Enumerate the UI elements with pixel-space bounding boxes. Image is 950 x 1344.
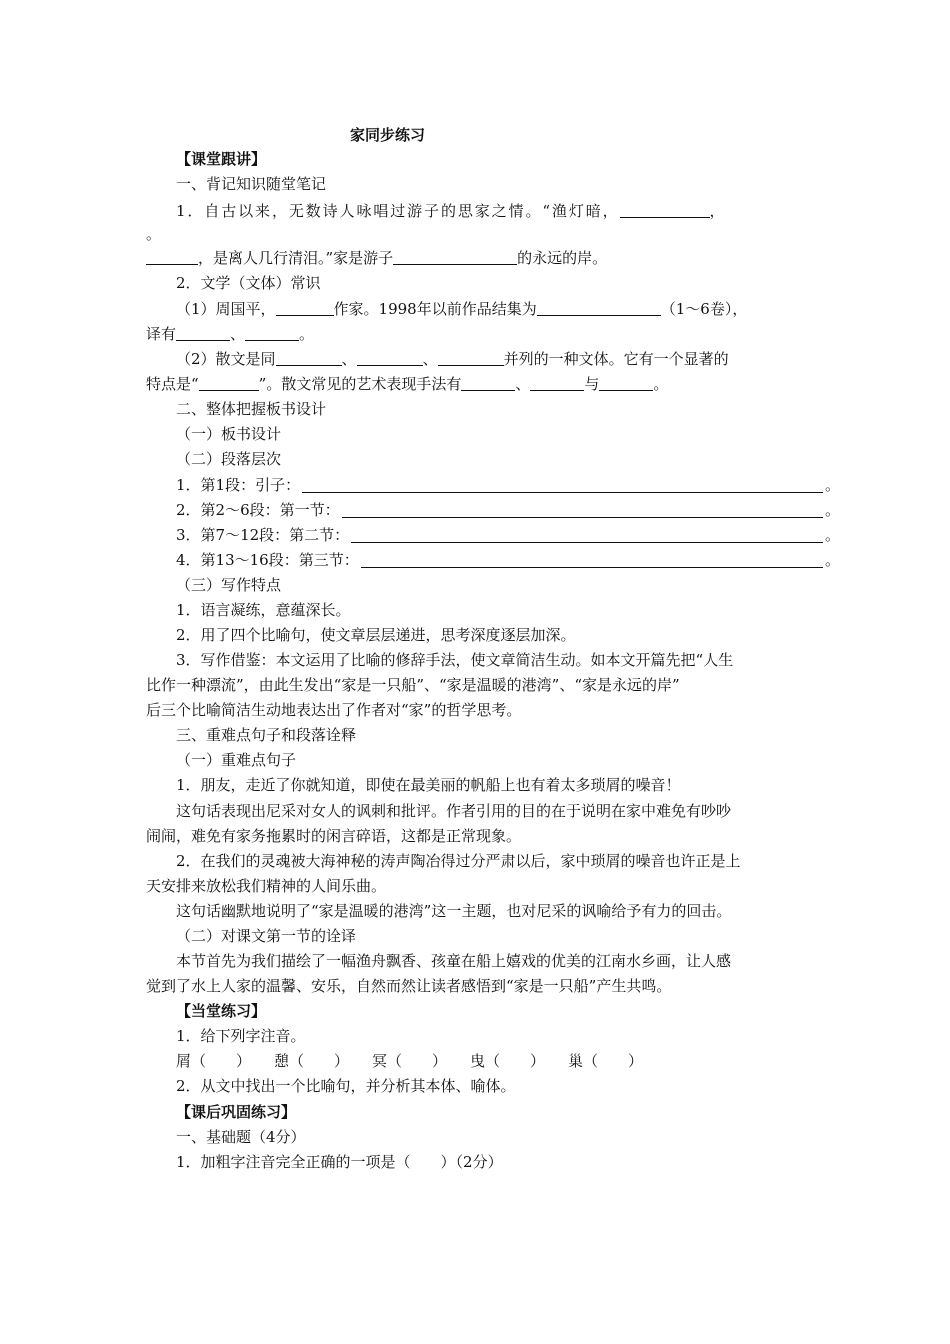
q2-2-text-b: 、	[341, 350, 357, 368]
segment-1-period: 。	[824, 476, 840, 494]
q1-text-b: ，	[709, 202, 727, 220]
pinyin-char-item[interactable]: 冥（ ）	[372, 1052, 448, 1070]
segment-1-label: 1．第1段：引子：	[176, 476, 301, 494]
page-title: 家同步练习	[350, 126, 426, 144]
q1-text-a: 1．自古以来，无数诗人咏唱过游子的思家之情。“渔灯暗，	[176, 202, 620, 220]
blank-q1-2[interactable]	[146, 249, 198, 265]
section-heading-classroom: 【课堂跟讲】	[176, 150, 267, 168]
blank-q2-2-feature[interactable]	[199, 375, 259, 391]
blank-segment-4[interactable]	[361, 552, 823, 568]
sentence-2-line2: 天安排来放松我们精神的人间乐曲。	[146, 877, 387, 895]
blank-segment-3[interactable]	[351, 527, 823, 543]
sentence-2-line1: 2．在我们的灵魂被大海神秘的涛声陶冶得过分严肃以后，家中琐屑的噪音也许正是上	[176, 852, 741, 870]
segment-3-period: 。	[824, 526, 840, 544]
segment-4	[146, 550, 840, 570]
segment-4-label: 4．第13～16段：第三节：	[176, 551, 359, 569]
blank-q1-1[interactable]	[620, 202, 710, 218]
part-heading-1: 一、背记知识随堂笔记	[176, 175, 327, 193]
question-2-2-line2	[146, 374, 810, 394]
blank-q2-2-technique-1[interactable]	[461, 375, 515, 391]
feature-2: 2．用了四个比喻句，使文章层层递进，思考深度逐层加深。	[176, 626, 576, 644]
q2-1-text-f: 。	[299, 325, 315, 343]
feature-3-line3: 后三个比喻简洁生动地表达出了作者对“家”的哲学思考。	[146, 701, 522, 719]
segment-3	[146, 525, 840, 545]
blank-q2-2-genre-3[interactable]	[438, 350, 504, 366]
blank-q2-2-technique-2[interactable]	[530, 375, 584, 391]
section-heading-after-class: 【课后巩固练习】	[176, 1103, 297, 1121]
q2-2-text-g: 、	[515, 375, 531, 393]
sub-heading-features: （三）写作特点	[176, 576, 282, 594]
sub-heading-paragraphs: （二）段落层次	[176, 450, 282, 468]
practice-2: 2．从文中找出一个比喻句，并分析其本体、喻体。	[176, 1077, 516, 1095]
question-2-2-line1	[146, 349, 840, 369]
blank-segment-1[interactable]	[302, 477, 823, 493]
sub-heading-interpretation: （二）对课文第一节的诠译	[176, 927, 357, 945]
feature-3-line2: 比作一种漂流”，由此生发出“家是一只船”、“家是温暖的港湾”、“家是永远的岸”	[146, 676, 680, 694]
feature-1: 1．语言凝练，意蕴深长。	[176, 601, 351, 619]
section-heading-practice: 【当堂练习】	[176, 1002, 267, 1020]
sub-heading-board: （一）板书设计	[176, 425, 282, 443]
pinyin-chars-row	[146, 1051, 840, 1071]
question-1-line2: 。	[146, 225, 162, 243]
segment-2-period: 。	[824, 501, 840, 519]
question-1-line3	[146, 248, 810, 268]
blank-q2-2-technique-3[interactable]	[599, 375, 653, 391]
q2-2-text-a: （2）散文是同	[176, 350, 276, 368]
part-heading-3: 三、重难点句子和段落诠释	[176, 726, 357, 744]
sentence-1-explain-line1: 这句话表现出尼采对女人的讽刺和批评。作者引用的目的在于说明在家中难免有吵吵	[176, 802, 732, 820]
question-2-1-line2	[146, 324, 810, 344]
basic-heading: 一、基础题（4分）	[176, 1128, 306, 1146]
blank-q2-1-author-type[interactable]	[276, 300, 334, 316]
practice-1: 1．给下列字注音。	[176, 1027, 306, 1045]
q2-2-text-f: ”。散文常见的艺术表现手法有	[258, 375, 462, 393]
basic-question-1: 1．加粗字注音完全正确的一项是（ ）（2分）	[176, 1153, 503, 1171]
sentence-1-explain-line2: 闹闹，难免有家务拖累时的闲言碎语，这都是正常现象。	[146, 827, 522, 845]
segment-3-label: 3．第7～12段：第二节：	[176, 526, 350, 544]
sentence-2-explain: 这句话幽默地说明了“家是温暖的港湾”这一主题，也对尼采的讽喻给予有力的回击。	[176, 902, 732, 920]
interpretation-line2: 觉到了水上人家的温馨、安乐，自然而然让读者感悟到“家是一只船”产生共鸣。	[146, 977, 672, 995]
question-2: 2．文学（文体）常识	[176, 274, 321, 292]
q2-2-text-d: 并列的一种文体。它有一个显著的	[503, 350, 729, 368]
q2-2-text-i: 。	[653, 375, 669, 393]
pinyin-char-item[interactable]: 曳（ ）	[470, 1052, 546, 1070]
q2-1-text-e: 、	[230, 325, 246, 343]
segment-4-period: 。	[824, 551, 840, 569]
segment-1	[146, 475, 840, 495]
sub-heading-sentences: （一）重难点句子	[176, 751, 297, 769]
blank-q1-3[interactable]	[393, 249, 517, 265]
segment-2	[146, 500, 840, 520]
feature-3-line1: 3．写作借鉴：本文运用了比喻的修辞手法，使文章简洁生动。如本文开篇先把“人生	[176, 651, 734, 669]
blank-q2-1-translation-1[interactable]	[176, 325, 230, 341]
q2-2-text-h: 与	[584, 375, 600, 393]
pinyin-char-item[interactable]: 巢（ ）	[568, 1052, 644, 1070]
segment-2-label: 2．第2～6段：第一节：	[176, 501, 340, 519]
blank-q2-2-genre-1[interactable]	[276, 350, 342, 366]
q2-1-text-c: （1～6卷），	[660, 300, 748, 318]
q2-2-text-c: 、	[422, 350, 438, 368]
blank-q2-2-genre-2[interactable]	[357, 350, 423, 366]
question-2-1-line1	[146, 299, 840, 319]
q2-2-text-e: 特点是“	[146, 375, 199, 393]
blank-q2-1-collection[interactable]	[537, 300, 661, 316]
interpretation-line1: 本节首先为我们描绘了一幅渔舟飘香、孩童在船上嬉戏的优美的江南水乡画，让人感	[176, 952, 732, 970]
q2-1-text-b: 作家。1998年以前作品结集为	[333, 300, 537, 318]
question-1-line1	[146, 201, 840, 221]
pinyin-char-item[interactable]: 憩（ ）	[274, 1052, 350, 1070]
blank-segment-2[interactable]	[342, 502, 823, 518]
blank-q2-1-translation-2[interactable]	[245, 325, 299, 341]
q1-text-d: ，是离人几行清泪。”家是游子	[198, 249, 394, 267]
q1-text-e: 的永远的岸。	[517, 249, 608, 267]
pinyin-char-item[interactable]: 屑（ ）	[176, 1052, 252, 1070]
q2-1-text-a: （1）周国平，	[176, 300, 276, 318]
q2-1-text-d: 译有	[146, 325, 177, 343]
part-heading-2: 二、整体把握板书设计	[176, 400, 327, 418]
sentence-1: 1．朋友，走近了你就知道，即使在最美丽的帆船上也有着太多琐屑的噪音！	[176, 776, 681, 794]
